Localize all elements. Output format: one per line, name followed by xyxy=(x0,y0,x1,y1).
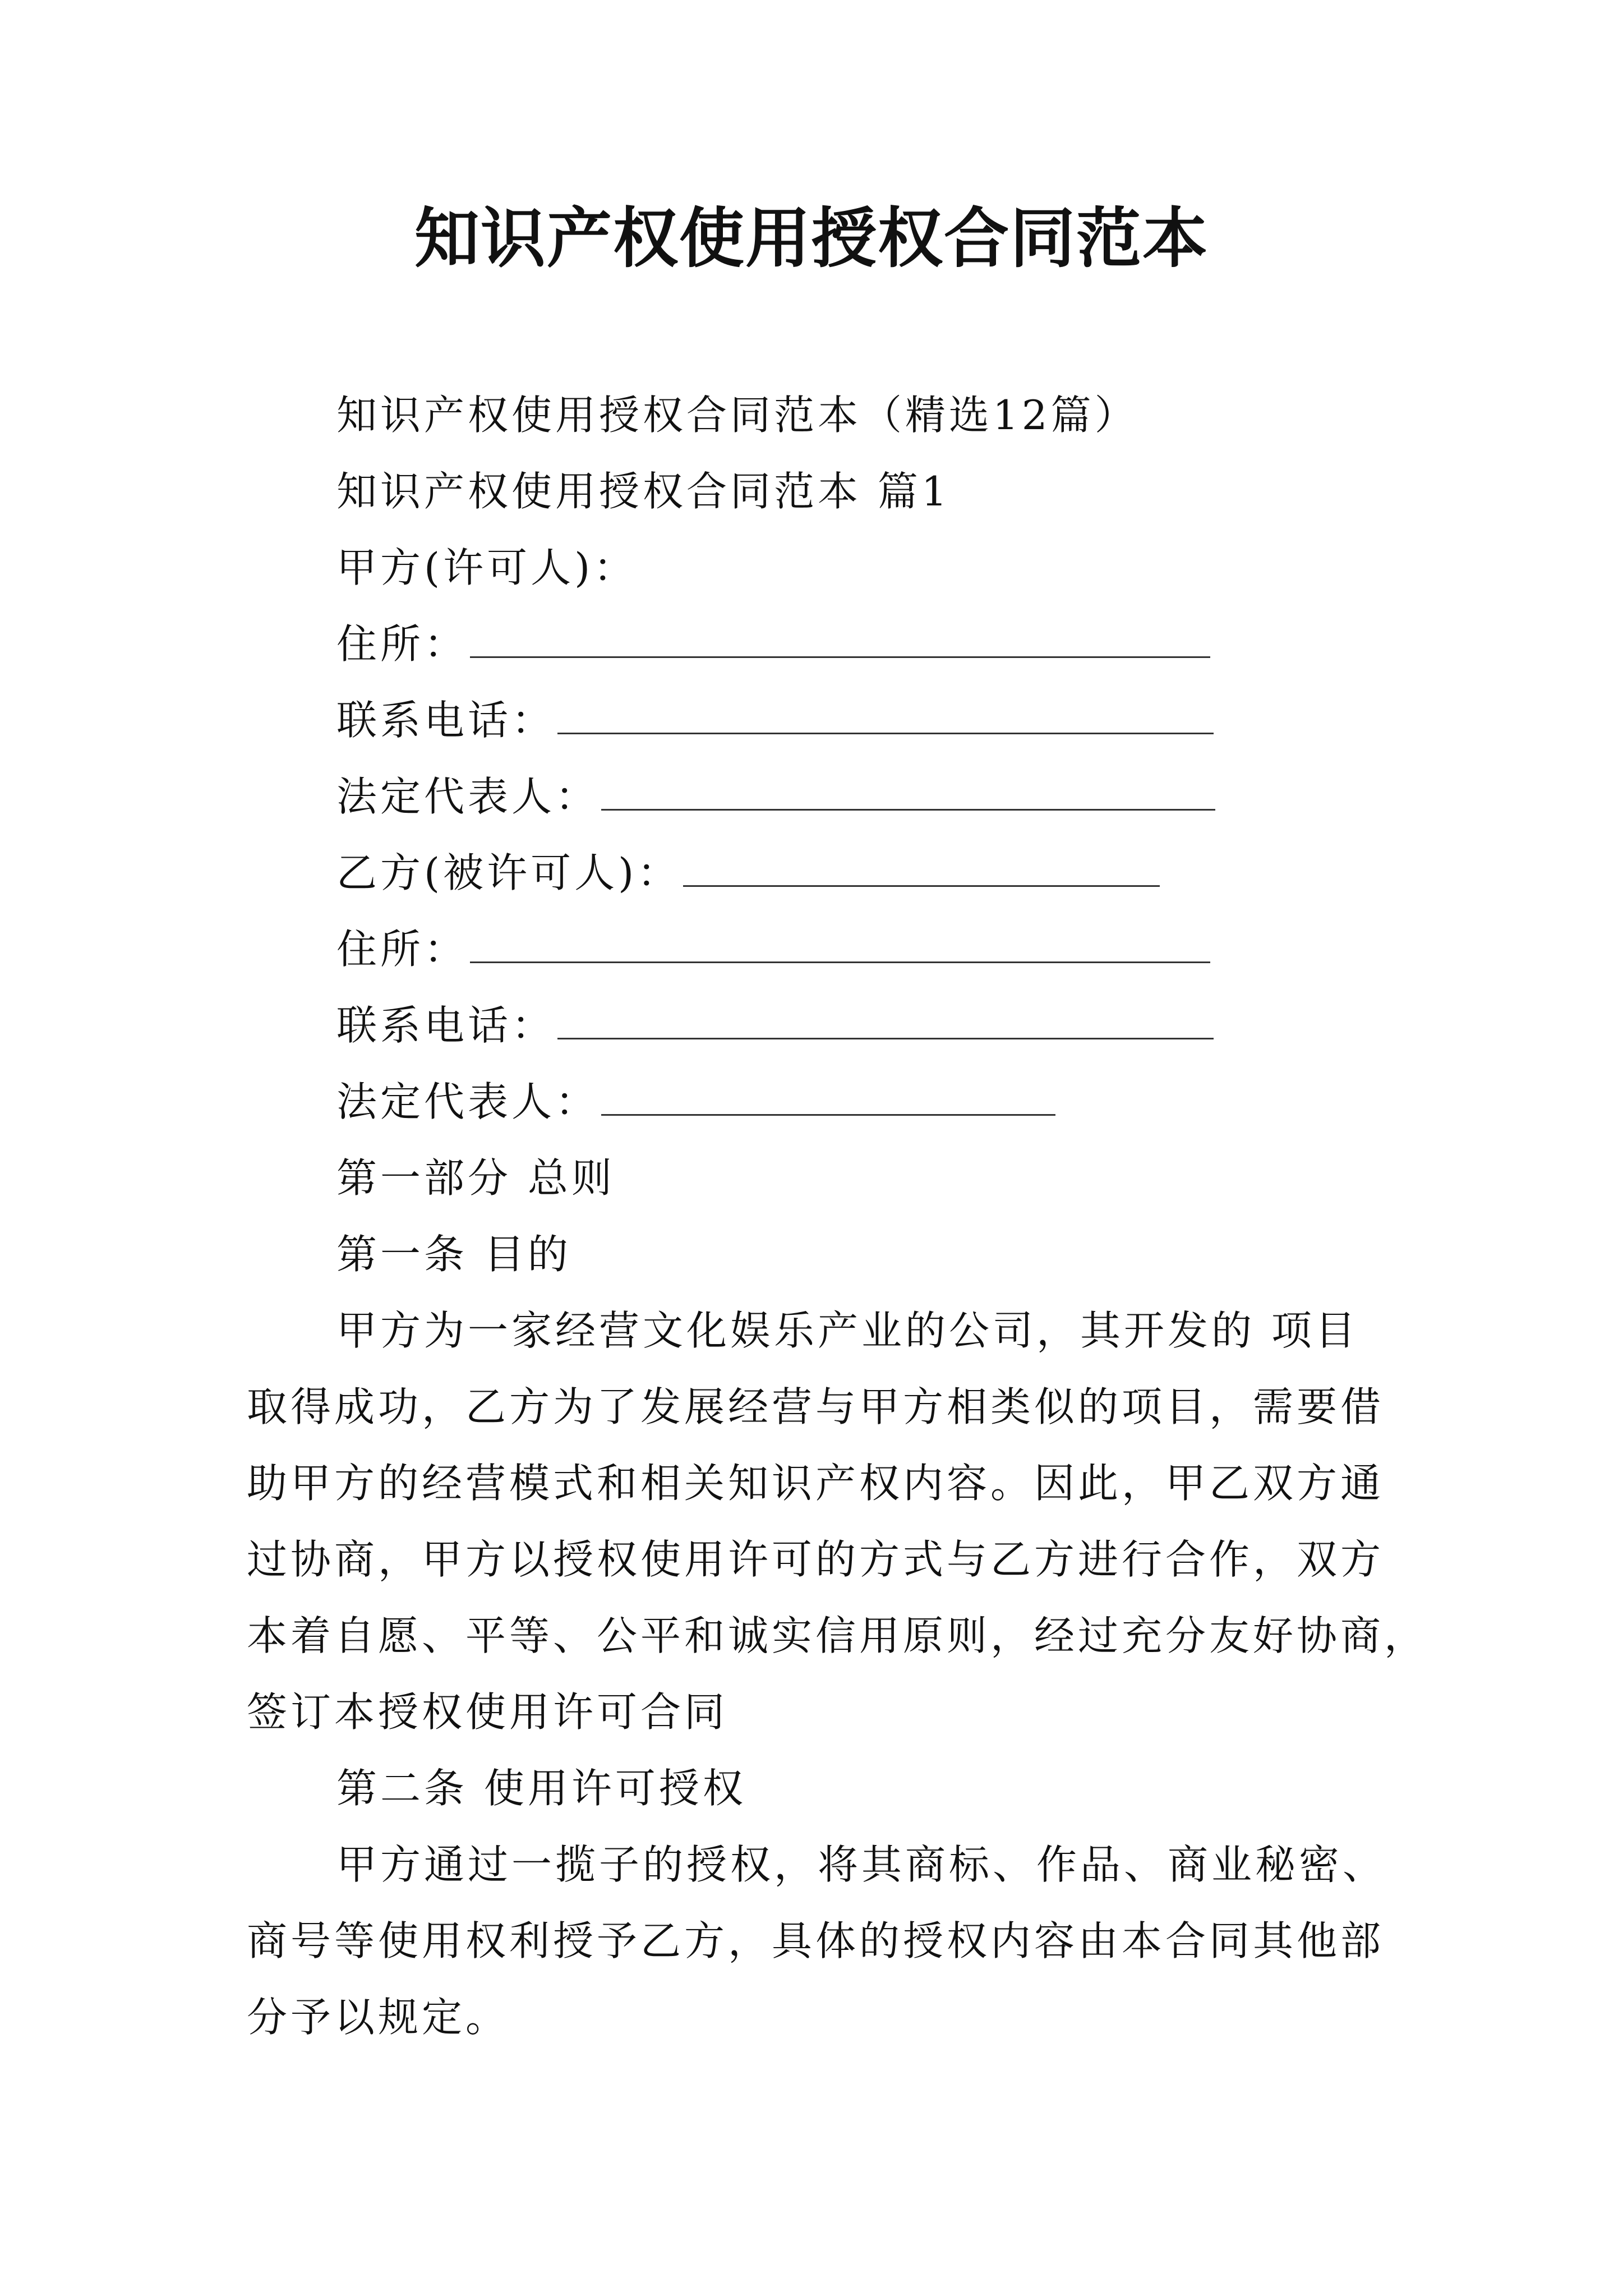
article1-line: 签订本授权使用许可合同 xyxy=(247,1688,728,1736)
party-b-label: 乙方(被许可人)： xyxy=(336,849,681,896)
party-a-rep-label: 法定代表人： xyxy=(336,773,600,820)
party-a-address-field xyxy=(336,616,1210,672)
article2-line: 商号等使用权利授予乙方，具体的授权内容由本合同其他部 xyxy=(247,1917,1385,1964)
party-a-rep-blank xyxy=(601,775,1215,811)
party-a-address-blank xyxy=(470,623,1210,658)
section-heading: 知识产权使用授权合同范本 篇1 xyxy=(336,468,951,515)
article1-title: 第一条 目的 xyxy=(336,1231,571,1278)
party-a-rep-field xyxy=(336,769,1215,825)
part1-heading: 第一部分 总则 xyxy=(336,1154,615,1202)
document-title: 知识产权使用授权合同范本 xyxy=(414,200,1209,277)
article2-title: 第二条 使用许可授权 xyxy=(336,1765,746,1812)
article2-line: 分予以规定。 xyxy=(247,1994,510,2041)
party-b-phone-label: 联系电话： xyxy=(336,1002,556,1049)
party-b-rep-blank xyxy=(601,1080,1055,1116)
article1-line: 甲方为一家经营文化娱乐产业的公司，其开发的 项目 xyxy=(336,1307,1359,1354)
party-b-address-blank xyxy=(470,928,1210,963)
party-a-label: 甲方(许可人)： xyxy=(336,544,638,591)
party-a-phone-field xyxy=(336,692,1214,748)
party-b-rep-label: 法定代表人： xyxy=(336,1078,600,1125)
article2-line: 甲方通过一揽子的授权，将其商标、作品、商业秘密、 xyxy=(336,1841,1387,1888)
party-b-phone-field xyxy=(336,997,1214,1053)
party-b-address-label: 住所： xyxy=(336,926,468,973)
party-b-address-field xyxy=(336,921,1210,977)
party-b-phone-blank xyxy=(557,1004,1214,1039)
party-a-phone-blank xyxy=(557,699,1214,734)
article1-line: 过协商，甲方以授权使用许可的方式与乙方进行合作，双方 xyxy=(247,1536,1385,1583)
party-b-blank xyxy=(683,852,1160,887)
party-a-address-label: 住所： xyxy=(336,620,468,668)
article1-line: 取得成功，乙方为了发展经营与甲方相类似的项目，需要借 xyxy=(247,1383,1385,1430)
document-subtitle: 知识产权使用授权合同范本（精选12篇） xyxy=(336,392,1138,439)
article1-line: 本着自愿、平等、公平和诚实信用原则，经过充分友好协商， xyxy=(247,1612,1428,1659)
article1-line: 助甲方的经营模式和相关知识产权内容。因此，甲乙双方通 xyxy=(247,1460,1385,1507)
party-a-phone-label: 联系电话： xyxy=(336,697,556,744)
party-b-rep-field xyxy=(336,1074,1055,1130)
party-b-field xyxy=(336,845,1160,901)
